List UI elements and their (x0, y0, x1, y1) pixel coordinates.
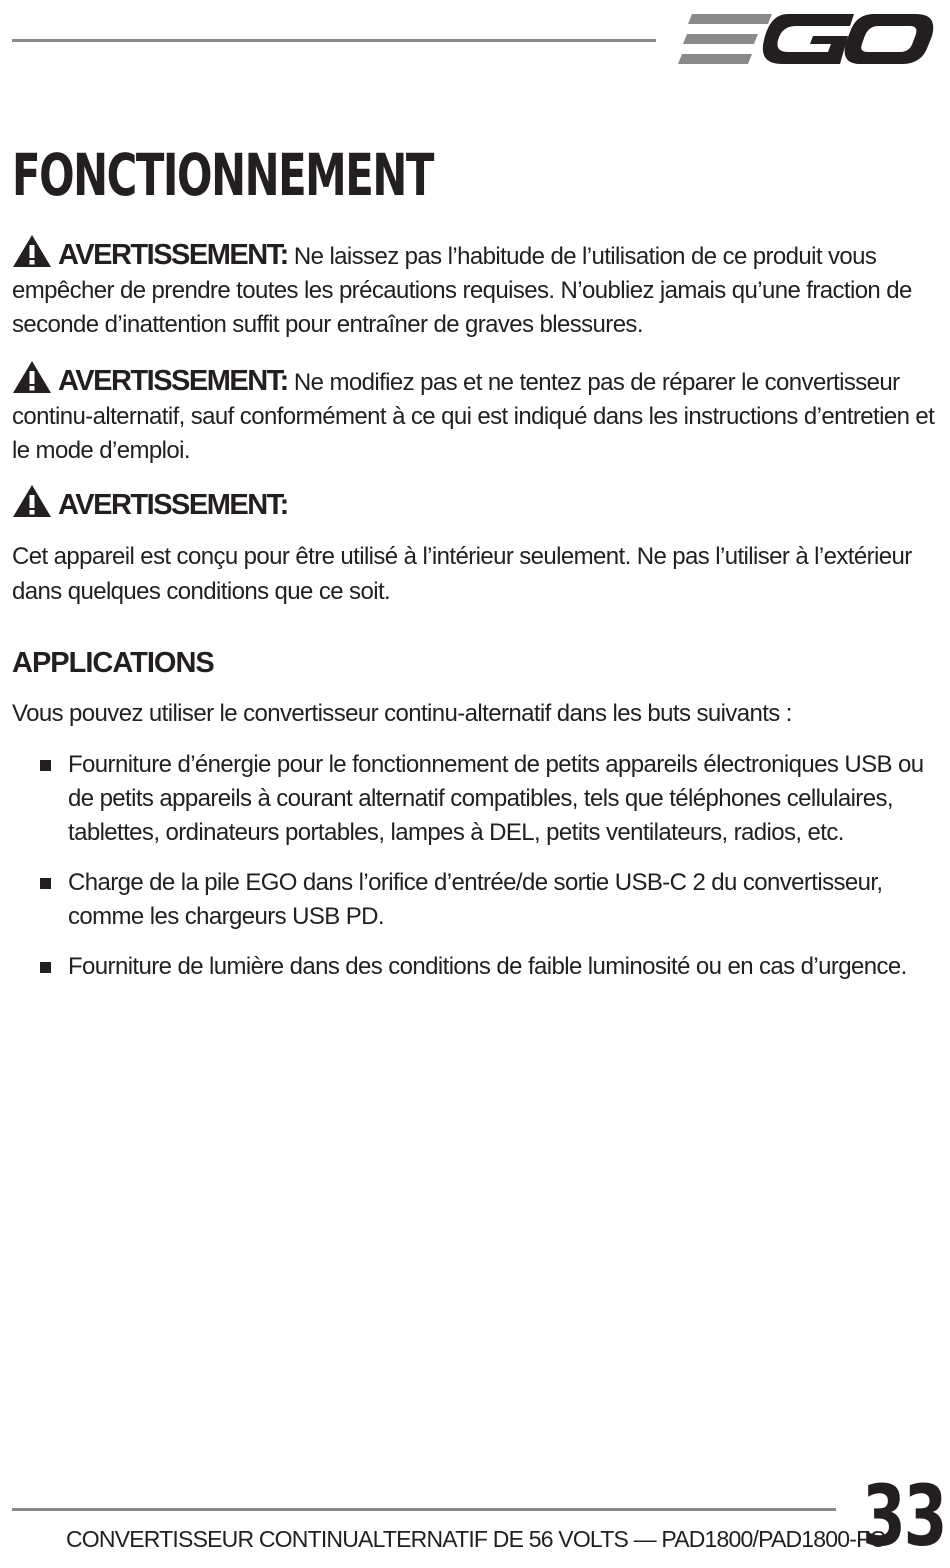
ego-logo (678, 10, 934, 68)
bullet-square-icon (40, 878, 51, 889)
warning-label: AVERTISSEMENT: (58, 489, 288, 521)
header-rule (12, 39, 656, 42)
warning-triangle-icon (12, 360, 52, 394)
footer-rule (12, 1508, 836, 1511)
warning-triangle-icon (12, 234, 52, 268)
warning-text: Ne modifiez pas et ne tentez pas de réparer le convertisseur continu-alternatif, sauf conformément à ce qui est indiqué dans les instructions d’entretien et le mode d’emploi. (12, 369, 935, 464)
applications-intro: Vous pouvez utiliser le convertisseur continu-alternatif dans les buts suivants : (12, 700, 792, 727)
warning-text: Ne laissez pas l’habitude de l’utilisation de ce produit vous empêcher de prendre toutes les précautions requises. N’oubliez jamais qu’une fraction de seconde d’inattention suffit pour entraîner de graves blessures. (12, 243, 912, 338)
warning-label: AVERTISSEMENT: (58, 365, 288, 397)
list-item (40, 866, 930, 934)
bullet-square-icon (40, 962, 51, 973)
warning-1 (12, 234, 938, 342)
page-number: 33 (862, 1467, 946, 1565)
list-item-text: Charge de la pile EGO dans l’orifice d’entrée/de sortie USB-C 2 du convertisseur, comme les chargeurs USB PD. (68, 869, 883, 930)
indoor-use-note: Cet appareil est conçu pour être utilisé à l’intérieur seulement. Ne pas l’utiliser à l’extérieur dans quelques conditions que ce soit. (12, 543, 912, 605)
bullet-square-icon (40, 760, 51, 771)
footer-product-title: CONVERTISSEUR CONTINUALTERNATIF DE 56 VOLTS — PAD1800/PAD1800-FC (66, 1526, 886, 1552)
warning-triangle-icon (12, 484, 52, 518)
list-item-text: Fourniture de lumière dans des conditions de faible luminosité ou en cas d’urgence. (68, 953, 907, 980)
list-item-text: Fourniture d’énergie pour le fonctionnement de petits appareils électroniques USB ou de petits appareils à courant alternatif compatibles, tels que téléphones cellulaires, tablettes, ordinateurs portables, lampes à DEL, petits ventilateurs, radios, etc. (68, 751, 924, 846)
page-title: FONCTIONNEMENT (12, 141, 433, 209)
warning-3 (12, 484, 938, 524)
warning-2 (12, 360, 938, 468)
list-item (40, 950, 930, 984)
warning-label: AVERTISSEMENT: (58, 239, 288, 271)
applications-list (40, 748, 930, 1000)
applications-heading: APPLICATIONS (12, 647, 214, 679)
list-item (40, 748, 930, 850)
